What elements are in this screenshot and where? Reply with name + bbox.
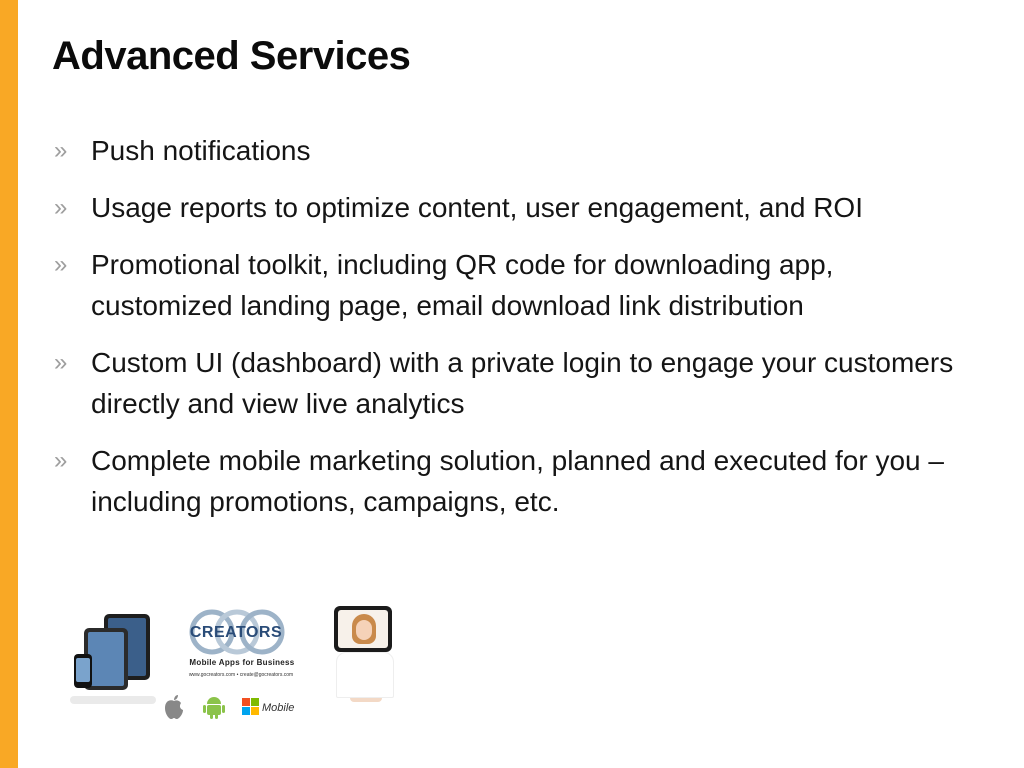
brand-contact: www.gocreators.com • create@gocreators.com <box>188 672 294 678</box>
windows-icon <box>242 698 260 716</box>
bullet-item <box>52 244 982 326</box>
windows-mobile-label: Mobile <box>262 702 295 714</box>
bullet-marker-icon: » <box>54 447 68 474</box>
bullet-text: Push notifications <box>91 135 311 166</box>
android-icon <box>202 694 226 720</box>
tablet-devices-icon <box>70 614 156 706</box>
bullet-marker-icon: » <box>54 137 68 164</box>
bullet-text: Promotional toolkit, including QR code for downloading app, customized landing page, email download link distribution <box>91 249 834 321</box>
bullet-item <box>52 187 982 228</box>
bullet-marker-icon: » <box>54 349 68 376</box>
bullet-item <box>52 130 982 171</box>
slide-accent-bar <box>0 0 18 768</box>
bullet-text: Usage reports to optimize content, user engagement, and ROI <box>91 192 863 223</box>
slide-title: Advanced Services <box>52 34 411 78</box>
bullet-text: Custom UI (dashboard) with a private login to engage your customers directly and view live analytics <box>91 347 954 419</box>
bullet-item <box>52 342 982 424</box>
brand-tagline: Mobile Apps for Business <box>189 658 295 667</box>
bullet-item <box>52 440 982 522</box>
bullet-text: Complete mobile marketing solution, planned and executed for you – including promotions, campaigns, etc. <box>91 445 944 517</box>
woman-with-tablet-image <box>330 602 400 706</box>
apple-icon <box>162 694 186 720</box>
bullet-marker-icon: » <box>54 194 68 221</box>
creators-banner-image <box>70 602 410 724</box>
bullet-marker-icon: » <box>54 251 68 278</box>
bullet-list <box>52 130 982 538</box>
brand-name: CREATORS <box>189 624 283 641</box>
